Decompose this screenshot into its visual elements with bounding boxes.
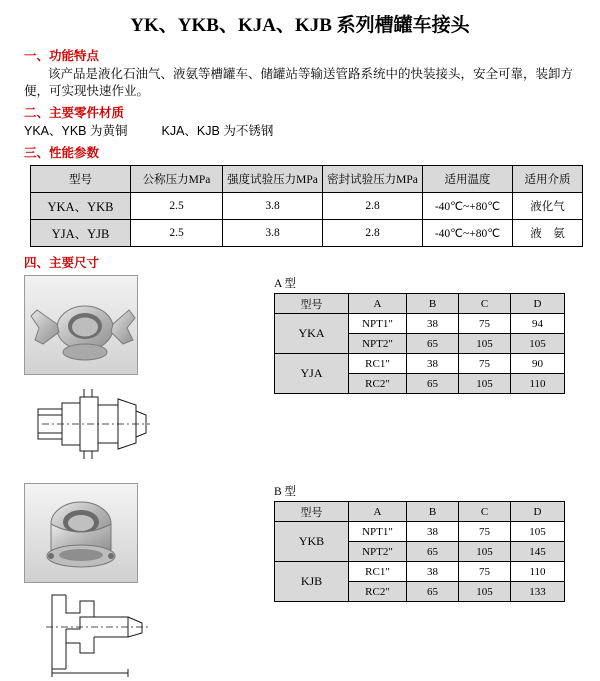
page-title: YK、YKB、KJA、KJB 系列槽罐车接头: [130, 15, 470, 36]
dim-a-col-2: B: [407, 294, 459, 314]
technical-drawing-b: [32, 583, 156, 681]
perf-col-1: 公称压力MPa: [131, 166, 223, 193]
dim-a-col-4: D: [511, 294, 565, 314]
dim-a-col-1: A: [349, 294, 407, 314]
dim-a-g0-r1-c0: NPT2": [349, 334, 407, 354]
dim-b-g1-r1-c0: RC2": [349, 582, 407, 602]
dim-b-g0-r0-c3: 105: [511, 522, 565, 542]
dim-b-g0-r1-c3: 145: [511, 542, 565, 562]
dim-a-g1-r1-c3: 110: [511, 374, 565, 394]
section-heading-features: 一、功能特点: [24, 49, 100, 63]
dim-b-g0-model: YKB: [275, 522, 349, 562]
perf-r1-c1: 2.5: [131, 220, 223, 247]
performance-header-row: [31, 166, 583, 193]
perf-r0-c1: 2.5: [131, 193, 223, 220]
product-photo-a: [24, 275, 138, 375]
dim-a-g0-r0-c3: 94: [511, 314, 565, 334]
dimension-row-b: [10, 483, 590, 681]
dim-a-g0-r0-c2: 75: [459, 314, 511, 334]
perf-r0-model: YKA、YKB: [31, 193, 131, 220]
dim-b-g1-r0-c1: 38: [407, 562, 459, 582]
dimension-table-a: [274, 293, 565, 394]
perf-r0-c2: 3.8: [223, 193, 323, 220]
dim-b-g1-r1-c1: 65: [407, 582, 459, 602]
coupling-drawing-b-graphic: [32, 583, 156, 681]
dim-a-g0-r0-c0: NPT1": [349, 314, 407, 334]
dim-a-g0-r1-c3: 105: [511, 334, 565, 354]
materials-right: KJA、KJB 为不锈钢: [161, 124, 274, 138]
section-heading-performance: 三、性能参数: [24, 146, 100, 160]
perf-col-3: 密封试验压力MPa: [323, 166, 423, 193]
perf-r1-c4: -40℃~+80℃: [423, 220, 513, 247]
image-cell-a: [10, 275, 274, 473]
dimension-row-a: [10, 275, 590, 473]
perf-r0-c5: 液化气: [513, 193, 583, 220]
dimension-table-b: [274, 501, 565, 602]
product-photo-b: [24, 483, 138, 583]
perf-col-2: 强度试验压力MPa: [223, 166, 323, 193]
perf-r1-c5: 液 氨: [513, 220, 583, 247]
coupling-photo-b-graphic: [25, 484, 137, 582]
dim-a-g1-r0-c3: 90: [511, 354, 565, 374]
dim-a-g1-model: YJA: [275, 354, 349, 394]
dim-b-col-3: C: [459, 502, 511, 522]
dim-b-g0-r1-c1: 65: [407, 542, 459, 562]
table-row: [275, 562, 565, 582]
dim-b-g0-r0-c1: 38: [407, 522, 459, 542]
dim-a-header-row: [275, 294, 565, 314]
dim-b-col-2: B: [407, 502, 459, 522]
performance-table: [30, 165, 583, 247]
materials-left: YKA、YKB 为黄铜: [24, 124, 128, 138]
dim-b-g1-r0-c0: RC1": [349, 562, 407, 582]
dim-a-g0-r1-c1: 65: [407, 334, 459, 354]
dim-a-g1-r0-c0: RC1": [349, 354, 407, 374]
dim-b-g1-r0-c2: 75: [459, 562, 511, 582]
coupling-photo-a-graphic: [25, 276, 137, 374]
table-row: [275, 314, 565, 334]
image-cell-b: [10, 483, 274, 681]
dim-b-col-0: 型号: [275, 502, 349, 522]
dim-b-g1-r1-c2: 105: [459, 582, 511, 602]
dim-b-col-4: D: [511, 502, 565, 522]
type-label-b: B 型: [274, 486, 297, 498]
dim-a-g1-r0-c1: 38: [407, 354, 459, 374]
dim-a-g1-r1-c1: 65: [407, 374, 459, 394]
coupling-drawing-a-graphic: [32, 375, 156, 473]
perf-r1-c3: 2.8: [323, 220, 423, 247]
section-heading-dimensions: 四、主要尺寸: [24, 256, 100, 270]
table-row: [31, 193, 583, 220]
materials-line: [24, 123, 586, 140]
features-body: 该产品是液化石油气、液氨等槽罐车、储罐站等输送管路系统中的快装接头，安全可靠，装卸方便，可实现快速作业。: [24, 67, 574, 98]
type-label-a: A 型: [274, 278, 297, 290]
technical-drawing-a: [32, 375, 156, 473]
dim-b-header-row: [275, 502, 565, 522]
dim-a-g1-r1-c2: 105: [459, 374, 511, 394]
table-cell-a: [274, 275, 590, 394]
dim-a-g0-r1-c2: 105: [459, 334, 511, 354]
table-row: [275, 354, 565, 374]
dimensions-block: [10, 275, 590, 681]
dim-a-g0-model: YKA: [275, 314, 349, 354]
perf-col-0: 型号: [31, 166, 131, 193]
dim-b-col-1: A: [349, 502, 407, 522]
dim-a-g1-r1-c0: RC2": [349, 374, 407, 394]
dim-a-g1-r0-c2: 75: [459, 354, 511, 374]
dim-b-g0-r0-c0: NPT1": [349, 522, 407, 542]
section-heading-materials: 二、主要零件材质: [24, 106, 125, 120]
dim-b-g1-r1-c3: 133: [511, 582, 565, 602]
perf-r0-c3: 2.8: [323, 193, 423, 220]
perf-r1-c2: 3.8: [223, 220, 323, 247]
dim-a-g0-r0-c1: 38: [407, 314, 459, 334]
table-row: [31, 220, 583, 247]
dim-b-g1-model: KJB: [275, 562, 349, 602]
table-cell-b: [274, 483, 590, 602]
perf-r0-c4: -40℃~+80℃: [423, 193, 513, 220]
dim-b-g0-r0-c2: 75: [459, 522, 511, 542]
table-row: [275, 522, 565, 542]
dim-a-col-3: C: [459, 294, 511, 314]
dim-b-g0-r1-c2: 105: [459, 542, 511, 562]
dim-b-g0-r1-c0: NPT2": [349, 542, 407, 562]
dim-a-col-0: 型号: [275, 294, 349, 314]
dim-b-g1-r0-c3: 110: [511, 562, 565, 582]
perf-r1-model: YJA、YJB: [31, 220, 131, 247]
perf-col-4: 适用温度: [423, 166, 513, 193]
perf-col-5: 适用介质: [513, 166, 583, 193]
